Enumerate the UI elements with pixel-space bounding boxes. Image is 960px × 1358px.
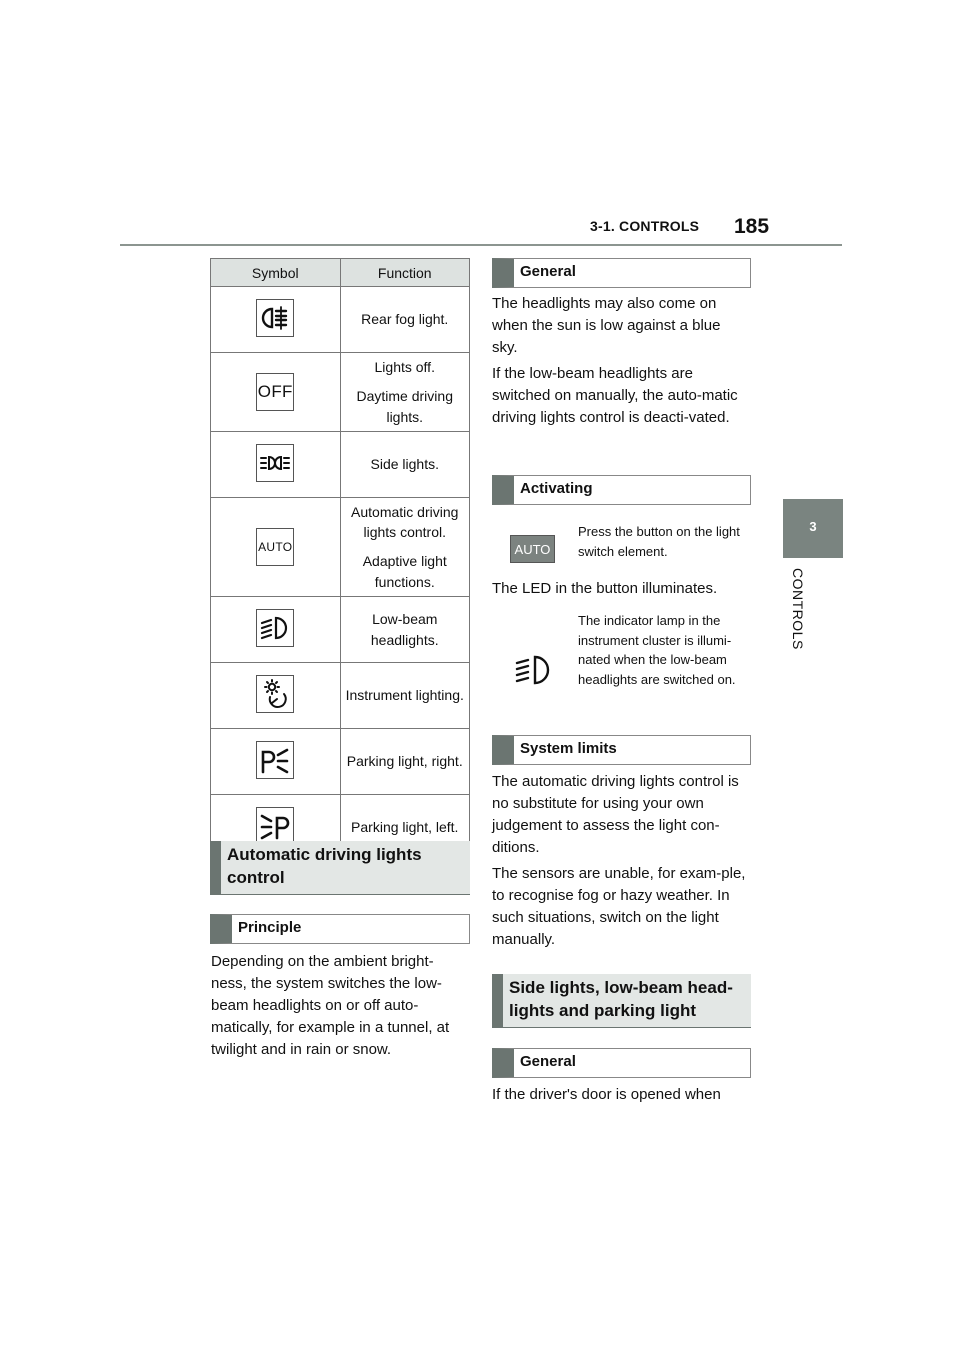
function-text: Side lights.: [370, 456, 439, 473]
subheading-general-2: General: [492, 1048, 751, 1078]
general-paragraph: If the low-beam headlights are switched on manually, the auto-matic driving lights control is deacti-vated.: [492, 365, 738, 426]
auto-button-icon: [510, 535, 555, 563]
chapter-label: CONTROLS: [790, 568, 806, 650]
table-row: [211, 353, 470, 432]
parking-light-left-icon: [256, 807, 294, 845]
symbol-table: [210, 258, 470, 861]
section-title: 3-1. CONTROLS: [590, 218, 700, 234]
led-text: The LED in the button illuminates.: [492, 580, 718, 597]
function-text: Rear fog light.: [361, 311, 449, 328]
col-header-symbol: Symbol: [211, 259, 341, 287]
symbol-text: AUTO: [258, 539, 293, 554]
header-divider: [120, 244, 842, 246]
subheading-principle: Principle: [210, 914, 470, 944]
instrument-lighting-icon: [256, 675, 294, 713]
table-row: [211, 597, 470, 663]
function-text: Adaptive light functions.: [362, 553, 447, 590]
indicator-note: The indicator lamp in the instrument cluster is illumi-nated when the low-beam headlights are switched on.: [578, 613, 736, 687]
function-text: Instrument lighting.: [345, 687, 464, 704]
chapter-tab[interactable]: [783, 499, 843, 558]
auto-button-label: AUTO: [514, 541, 551, 557]
section-heading: Side lights, low-beam head-lights and parking light: [492, 974, 751, 1028]
col-header-function: Function: [340, 259, 470, 287]
lights-off-icon: [256, 373, 294, 411]
function-text: Parking light, right.: [346, 753, 463, 770]
rear-fog-light-icon: [256, 299, 294, 337]
subheading-activating: Activating: [492, 475, 751, 505]
side-lights-icon: [256, 444, 294, 482]
function-text: Daytime driving lights.: [356, 388, 453, 425]
table-row: [211, 729, 470, 795]
limits-paragraph: The sensors are unable, for exam-ple, to recognise fog or hazy weather. In such situations, switch on the light manually.: [492, 865, 746, 948]
table-row: [211, 287, 470, 353]
low-beam-icon: [256, 609, 294, 647]
general-paragraph: The headlights may also come on when the sun is low against a blue sky.: [492, 295, 721, 356]
function-text: Lights off.: [374, 359, 435, 375]
auto-lights-icon: [256, 528, 294, 566]
function-text: Parking light, left.: [351, 819, 459, 836]
symbol-text: OFF: [257, 381, 293, 401]
parking-light-right-icon: [256, 741, 294, 779]
activating-note: Press the button on the light switch element.: [578, 524, 740, 559]
function-text: Automatic driving lights control.: [351, 503, 459, 541]
function-text: Low-beam headlights.: [370, 611, 439, 648]
chapter-number: 3: [809, 519, 817, 534]
table-row: [211, 663, 470, 729]
limits-paragraph: The automatic driving lights control is no substitute for using your own judgement to assess the light con-ditions.: [492, 773, 739, 856]
table-row: [211, 431, 470, 497]
table-row: [211, 497, 470, 596]
page-number: 185: [734, 215, 770, 238]
general-2-paragraph: If the driver's door is opened when: [492, 1086, 721, 1103]
principle-paragraph: Depending on the ambient bright-ness, the system switches the low-beam headlights on or off auto-matically, for example in a tunnel, at twilight and in rain or snow.: [211, 953, 450, 1058]
section-heading: Automatic driving lights control: [210, 841, 470, 895]
subheading-system-limits: System limits: [492, 735, 751, 765]
low-beam-indicator-icon: [513, 652, 553, 688]
subheading-general: General: [492, 258, 751, 288]
